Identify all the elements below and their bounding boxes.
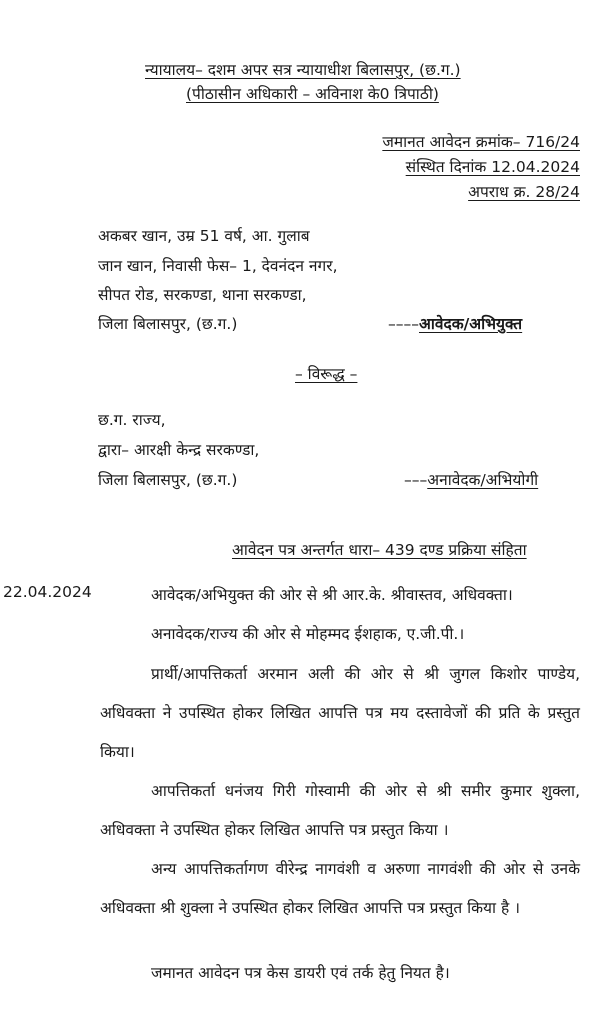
order-paragraph: आवेदक/अभियुक्त की ओर से श्री आर.के. श्रीवास्तव, अधिवक्ता। [151, 586, 513, 604]
respondent-line: जिला बिलासपुर, (छ.ग.) [98, 471, 238, 489]
respondent-role-label: अनावेदक/अभियोगी [427, 471, 539, 489]
filed-date: संस्थित दिनांक 12.04.2024 [405, 158, 580, 176]
court-title: न्यायालय– दशम अपर सत्र न्यायाधीश बिलासपुर, (छ.ग.) [145, 61, 461, 79]
order-paragraph: आपत्तिकर्ता धनंजय गिरी गोस्वामी की ओर से श्री समीर कुमार शुक्ला, अधिवक्ता ने उपस्थित होकर लिखित आपत्ति पत्र प्रस्तुत किया । [100, 782, 580, 839]
presiding-officer: (पीठासीन अधिकारी – अविनाश के0 त्रिपाठी) [186, 85, 439, 103]
respondent-role [404, 468, 538, 490]
applicant-line: जान खान, निवासी फेस– 1, देवनंदन नगर, [98, 257, 338, 275]
respondent-line: द्वारा– आरक्षी केन्द्र सरकण्डा, [98, 441, 260, 459]
versus-heading: – विरूद्ध – [295, 365, 358, 383]
application-heading: आवेदन पत्र अन्तर्गत धारा– 439 दण्ड प्रक्रिया संहिता [232, 541, 527, 559]
order-paragraph: अन्य आपत्तिकर्तागण वीरेन्द्र नागवंशी व अरुणा नागवंशी की ओर से उनके अधिवक्ता श्री शुक्ला ने उपस्थित होकर लिखित आपत्ति पत्र प्रस्तुत किया है । [100, 860, 580, 917]
order-paragraph: जमानत आवेदन पत्र केस डायरी एवं तर्क हेतु नियत है। [151, 964, 450, 982]
applicant-line: जिला बिलासपुर, (छ.ग.) [98, 315, 238, 333]
respondent-line: छ.ग. राज्य, [98, 411, 166, 429]
applicant-line: सीपत रोड, सरकण्डा, थाना सरकण्डा, [98, 286, 307, 304]
order-paragraph: अनावेदक/राज्य की ओर से मोहम्मद ईशहाक, ए.जी.पी.। [151, 625, 465, 643]
applicant-role-label: आवेदक/अभियुक्त [419, 315, 523, 333]
role-dashes: –––– [388, 315, 419, 333]
order-paragraph: प्रार्थी/आपत्तिकर्ता अरमान अली की ओर से श्री जुगल किशोर पाण्डेय, अधिवक्ता ने उपस्थित होकर लिखित आपत्ति पत्र मय दस्तावेजों की प्रति के प्रस्तुत किया। [100, 665, 580, 761]
role-dashes: ––– [404, 471, 428, 489]
applicant-line: अकबर खान, उम्र 51 वर्ष, आ. गुलाब [98, 227, 310, 245]
order-date: 22.04.2024 [3, 583, 92, 601]
crime-number: अपराध क्र. 28/24 [468, 183, 580, 201]
bail-application-number: जमानत आवेदन क्रमांक– 716/24 [382, 133, 580, 151]
applicant-role [388, 312, 522, 334]
